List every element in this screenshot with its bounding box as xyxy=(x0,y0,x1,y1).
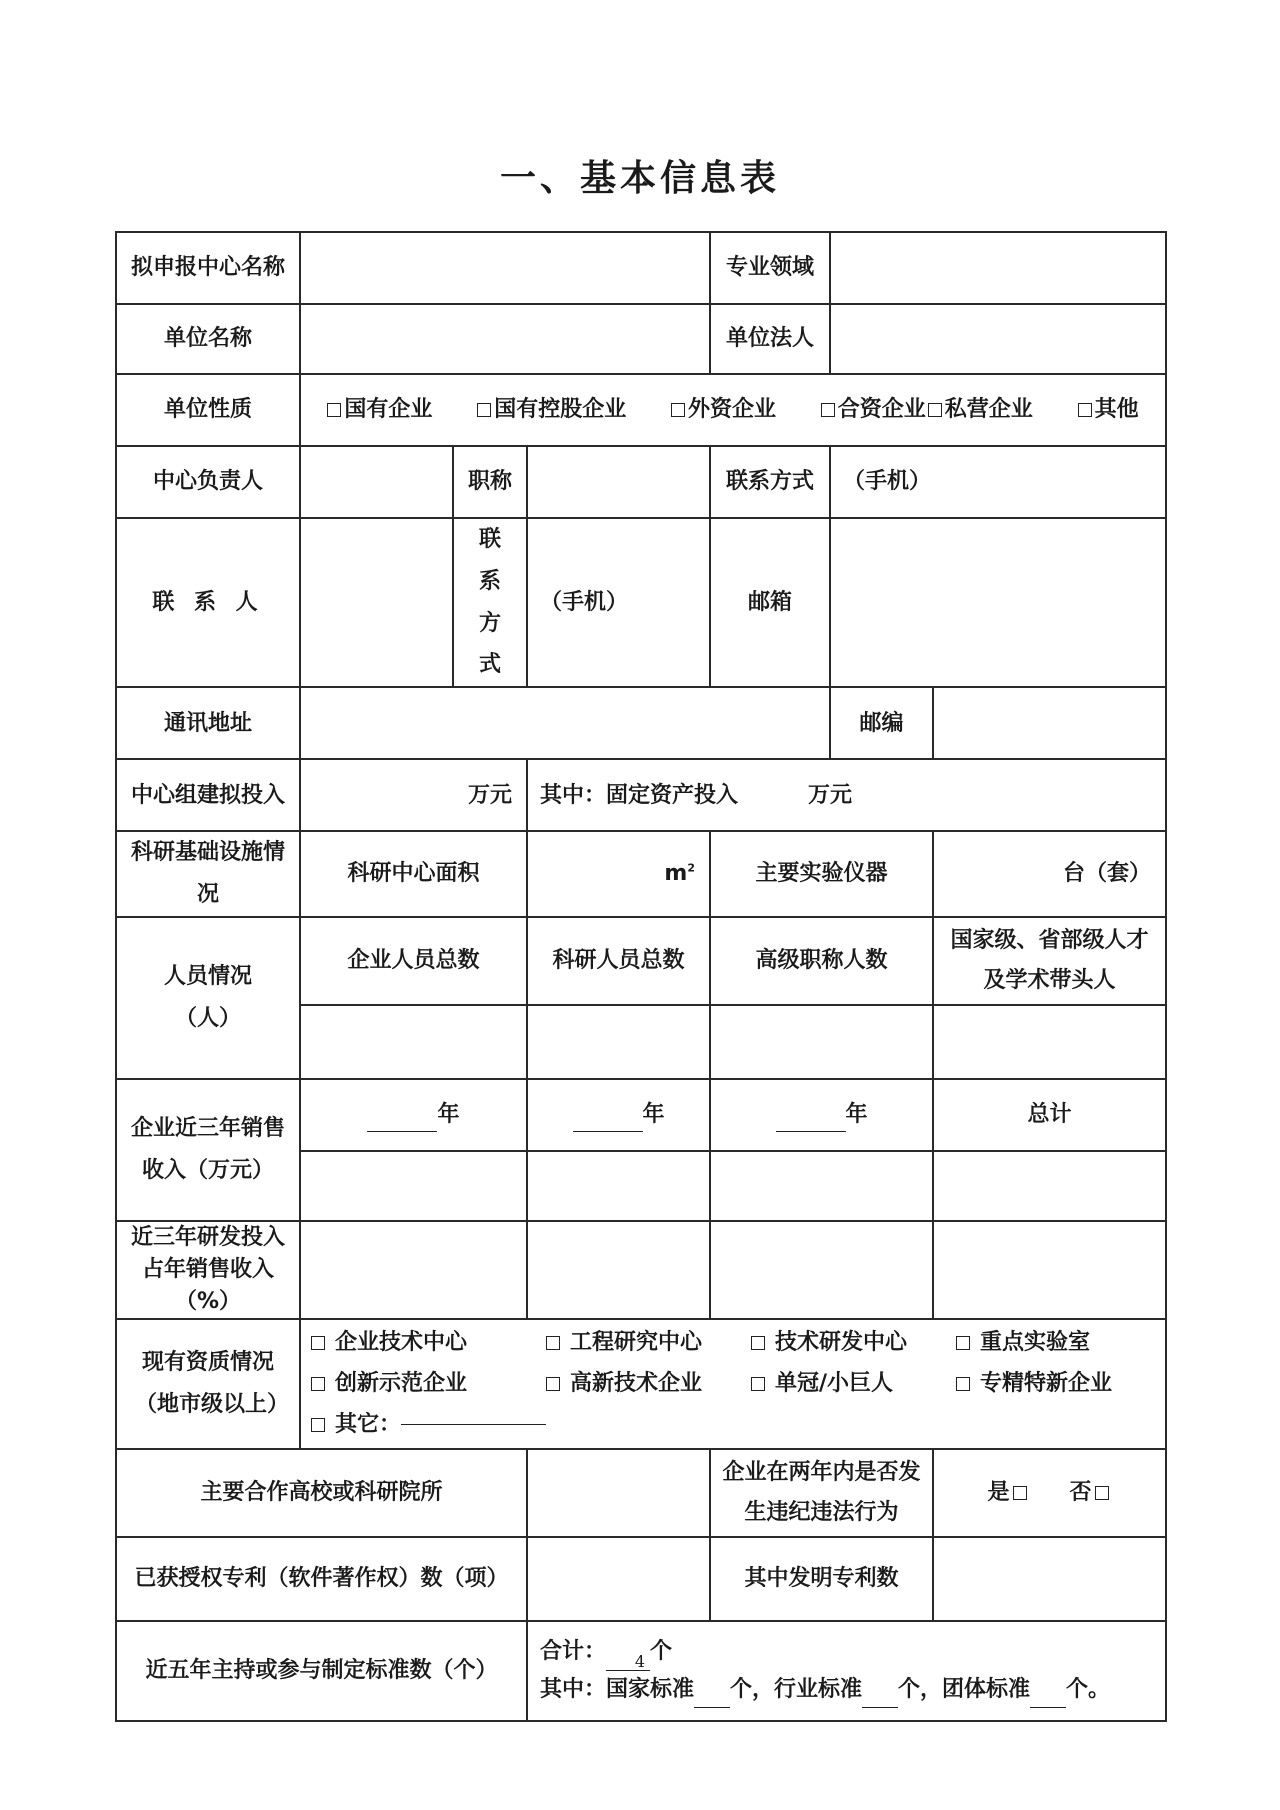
personnel-header: 科研人员总数 xyxy=(527,917,710,1005)
option-label: 高新技术企业 xyxy=(570,1371,703,1397)
checkbox-icon xyxy=(311,1336,325,1350)
partners-label: 主要合作高校或科研院所 xyxy=(116,1449,527,1537)
option-label: 工程研究中心 xyxy=(570,1330,703,1355)
address-input[interactable] xyxy=(300,687,830,759)
total-staff-input[interactable] xyxy=(300,1005,527,1079)
table-row xyxy=(116,304,1166,374)
basic-info-table xyxy=(115,231,1167,1722)
blank-line[interactable] xyxy=(862,1707,898,1708)
violation-label: 企业在两年内是否发生违纪违法行为 xyxy=(710,1449,933,1537)
violation-options xyxy=(933,1449,1166,1537)
checkbox-yes[interactable] xyxy=(988,1475,1030,1510)
table-row xyxy=(116,1319,1166,1449)
email-input[interactable] xyxy=(830,518,1166,687)
standards-label: 近五年主持或参与制定标准数（个） xyxy=(116,1621,527,1721)
standards-breakdown-line xyxy=(540,1671,1161,1708)
checkbox-icon[interactable] xyxy=(928,403,942,417)
option-label: 外资企业 xyxy=(687,397,776,423)
sales-value-2[interactable] xyxy=(527,1151,710,1221)
table-row xyxy=(116,1221,1166,1319)
unit-name-input[interactable] xyxy=(300,304,710,374)
unit-text: 台（套） xyxy=(1063,861,1152,887)
legal-rep-label: 单位法人 xyxy=(710,304,830,374)
fixed-asset-input[interactable] xyxy=(527,759,1166,831)
unit-text: 万元 xyxy=(808,782,853,808)
blank-line[interactable] xyxy=(401,1424,546,1425)
center-head-label: 中心负责人 xyxy=(116,446,300,518)
checkbox-rd-center[interactable] xyxy=(751,1325,956,1360)
checkbox-no[interactable] xyxy=(1070,1475,1112,1510)
personnel-label: 人员情况（人） xyxy=(116,917,300,1079)
blank-line[interactable] xyxy=(694,1707,730,1708)
center-head-input[interactable] xyxy=(300,446,453,518)
rd-ratio-1[interactable] xyxy=(300,1221,527,1319)
checkbox-key-lab[interactable] xyxy=(956,1325,1161,1360)
area-label: 科研中心面积 xyxy=(300,831,527,917)
standards-group: 个，团体标准 xyxy=(898,1676,1031,1702)
senior-title-input[interactable] xyxy=(710,1005,933,1079)
checkbox-icon xyxy=(1095,1486,1109,1500)
checkbox-joint-venture[interactable] xyxy=(821,392,1033,427)
checkbox-icon xyxy=(546,1336,560,1350)
unit-nature-label: 单位性质 xyxy=(116,374,300,446)
option-label: 专精特新企业 xyxy=(980,1371,1113,1397)
field-input[interactable] xyxy=(830,232,1166,304)
checkbox-icon xyxy=(956,1336,970,1350)
legal-rep-input[interactable] xyxy=(830,304,1166,374)
rd-ratio-label: 近三年研发投入占年销售收入（%） xyxy=(116,1221,300,1319)
checkbox-icon xyxy=(956,1377,970,1391)
center-name-input[interactable] xyxy=(300,232,710,304)
option-label: 企业技术中心 xyxy=(335,1330,468,1355)
phone-hint: （手机） xyxy=(540,590,629,615)
sales-value-3[interactable] xyxy=(710,1151,933,1221)
checkbox-icon xyxy=(1013,1486,1027,1500)
blank-line xyxy=(573,1131,643,1132)
option-label: 国有控股企业 xyxy=(494,397,627,423)
contact-person-label: 联 系 人 xyxy=(116,518,300,687)
table-row xyxy=(116,1537,1166,1621)
checkbox-icon xyxy=(327,403,341,417)
checkbox-icon xyxy=(751,1336,765,1350)
option-label: 单冠/小巨人 xyxy=(775,1371,894,1397)
talent-input[interactable] xyxy=(933,1005,1166,1079)
checkbox-state-holding[interactable] xyxy=(477,392,626,427)
contact-person-input[interactable] xyxy=(300,518,453,687)
standards-unit: 个 xyxy=(650,1639,673,1665)
option-label: 其他 xyxy=(1094,397,1139,423)
page-title: 一、基本信息表 xyxy=(499,158,780,199)
contact-phone-input[interactable] xyxy=(527,518,710,687)
checkbox-icon xyxy=(477,403,491,417)
rd-ratio-2[interactable] xyxy=(527,1221,710,1319)
checkbox-other[interactable] xyxy=(1078,392,1139,427)
unit-sup: 2 xyxy=(687,862,696,876)
unit-text: 万元 xyxy=(467,782,512,808)
checkbox-icon xyxy=(311,1377,325,1391)
checkbox-innovation-demo[interactable] xyxy=(311,1366,546,1401)
option-label: 技术研发中心 xyxy=(775,1330,908,1355)
fixed-asset-label: 其中：固定资产投入 xyxy=(540,782,739,808)
checkbox-single-champion[interactable] xyxy=(751,1366,956,1401)
checkbox-engineering-center[interactable] xyxy=(546,1325,751,1360)
rd-ratio-total[interactable] xyxy=(933,1221,1166,1319)
email-label: 邮箱 xyxy=(710,518,830,687)
page-number: 4 xyxy=(634,1652,646,1671)
sales-year-2[interactable] xyxy=(527,1079,710,1151)
standards-total-prefix: 合计： xyxy=(540,1639,607,1665)
table-row xyxy=(116,232,1166,304)
investment-input[interactable] xyxy=(300,759,527,831)
option-label: 私营企业 xyxy=(944,397,1033,423)
sales-value-1[interactable] xyxy=(300,1151,527,1221)
standards-breakdown-prefix: 其中：国家标准 xyxy=(540,1676,695,1702)
year-suffix: 年 xyxy=(642,1102,665,1128)
table-row xyxy=(116,518,1166,687)
standards-end: 个。 xyxy=(1066,1676,1111,1702)
sales-label: 企业近三年销售收入（万元） xyxy=(116,1079,300,1221)
option-label: 是 xyxy=(987,1480,1010,1506)
year-suffix: 年 xyxy=(437,1102,460,1128)
blank-line xyxy=(776,1131,846,1132)
checkbox-other-qualification[interactable] xyxy=(311,1407,546,1442)
table-row xyxy=(116,831,1166,917)
patents-label: 已获授权专利（软件著作权）数（项） xyxy=(116,1537,527,1621)
personnel-header: 国家级、省部级人才及学术带头人 xyxy=(933,917,1166,1005)
sales-value-total[interactable] xyxy=(933,1151,1166,1221)
rd-ratio-3[interactable] xyxy=(710,1221,933,1319)
checkbox-icon xyxy=(671,403,685,417)
table-row xyxy=(116,759,1166,831)
phone-hint: （手机） xyxy=(843,469,932,495)
field-label: 专业领域 xyxy=(710,232,830,304)
option-label: 创新示范企业 xyxy=(335,1371,468,1397)
option-label: 合资企业 xyxy=(837,397,926,423)
option-label: 重点实验室 xyxy=(980,1330,1091,1355)
year-suffix: 年 xyxy=(845,1102,868,1128)
sales-total-label: 总计 xyxy=(933,1079,1166,1151)
checkbox-icon xyxy=(1078,403,1092,417)
postcode-label: 邮编 xyxy=(830,687,933,759)
standards-industry: 个，行业标准 xyxy=(730,1676,863,1702)
checkbox-high-tech[interactable] xyxy=(546,1366,751,1401)
table-row xyxy=(116,1449,1166,1537)
checkbox-tech-center[interactable] xyxy=(311,1325,546,1360)
sales-year-3[interactable] xyxy=(710,1079,933,1151)
checkbox-icon xyxy=(546,1377,560,1391)
checkbox-foreign[interactable] xyxy=(671,392,776,427)
unit-text: m xyxy=(664,861,688,887)
checkbox-specialized[interactable] xyxy=(956,1366,1161,1401)
sales-year-1[interactable] xyxy=(300,1079,527,1151)
research-staff-input[interactable] xyxy=(527,1005,710,1079)
center-name-label: 拟申报中心名称 xyxy=(116,232,300,304)
checkbox-icon xyxy=(821,403,835,417)
contact-method-label: 联系方式 xyxy=(710,446,830,518)
patents-input[interactable] xyxy=(527,1537,710,1621)
option-label: 否 xyxy=(1069,1480,1092,1506)
table-row xyxy=(116,446,1166,518)
area-input[interactable] xyxy=(527,831,710,917)
address-label: 通讯地址 xyxy=(116,687,300,759)
checkbox-icon xyxy=(311,1418,325,1432)
qualification-options xyxy=(300,1319,1166,1449)
basic-info-form xyxy=(115,231,1165,1722)
table-row xyxy=(116,917,1166,1005)
checkbox-state-owned[interactable] xyxy=(327,392,432,427)
instrument-input[interactable] xyxy=(933,831,1166,917)
qualification-label: 现有资质情况（地市级以上） xyxy=(116,1319,300,1449)
table-row xyxy=(116,1079,1166,1151)
checkbox-icon xyxy=(751,1377,765,1391)
table-row xyxy=(116,687,1166,759)
blank-line xyxy=(367,1131,437,1132)
postcode-input[interactable] xyxy=(933,687,1166,759)
option-label: 其它： xyxy=(335,1412,402,1438)
blank-line[interactable] xyxy=(1030,1707,1066,1708)
table-row xyxy=(116,374,1166,446)
personnel-header: 企业人员总数 xyxy=(300,917,527,1005)
job-title-input[interactable] xyxy=(527,446,710,518)
unit-nature-options xyxy=(300,374,1166,446)
invention-patents-input[interactable] xyxy=(933,1537,1166,1621)
instrument-label: 主要实验仪器 xyxy=(710,831,933,917)
investment-label: 中心组建拟投入 xyxy=(116,759,300,831)
invention-patents-label: 其中发明专利数 xyxy=(710,1537,933,1621)
personnel-header: 高级职称人数 xyxy=(710,917,933,1005)
unit-name-label: 单位名称 xyxy=(116,304,300,374)
contact-method-label-2: 联系方式 xyxy=(453,518,527,687)
center-head-phone-input[interactable] xyxy=(830,446,1166,518)
job-title-label: 职称 xyxy=(453,446,527,518)
partners-input[interactable] xyxy=(527,1449,710,1537)
facilities-label: 科研基础设施情况 xyxy=(116,831,300,917)
option-label: 国有企业 xyxy=(344,397,433,423)
